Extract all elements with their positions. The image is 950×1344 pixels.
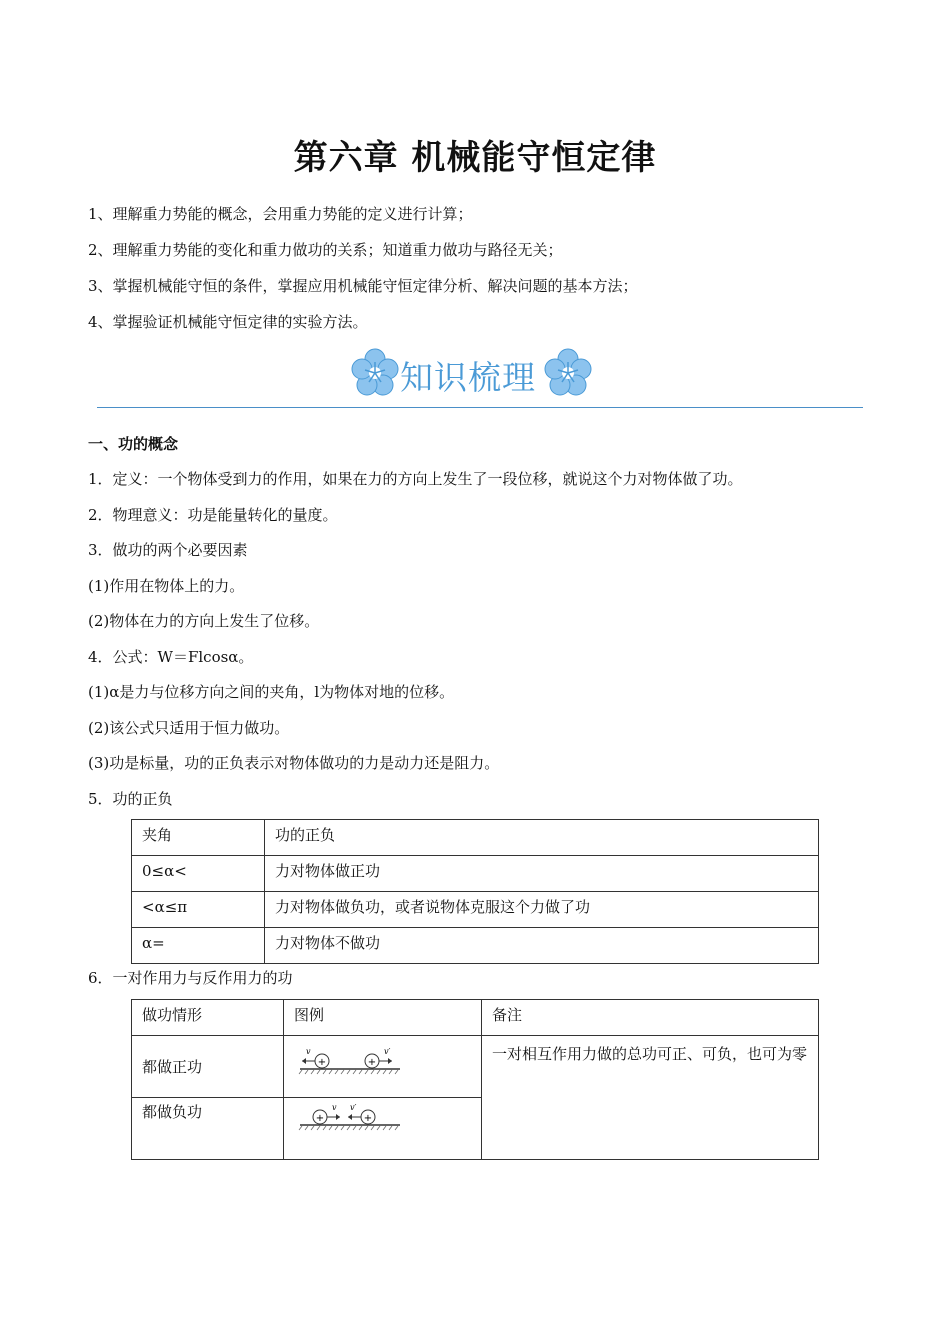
body-line: 1．定义：一个物体受到力的作用，如果在力的方向上发生了一段位移，就说这个力对物体做了功。 [88,470,743,488]
flower-icon [543,348,593,398]
body-line: 6．一对作用力与反作用力的功 [88,969,293,987]
table-cell: 0≤α< [132,856,265,892]
body-line: (3)功是标量，功的正负表示对物体做功的力是动力还是阻力。 [88,754,500,772]
figure-cell [284,1036,482,1098]
table-header: 备注 [482,1000,819,1036]
section-heading: 一、功的概念 [88,435,179,453]
table-row [132,1000,819,1036]
svg-text:+: + [363,1113,373,1124]
objective-3: 3、掌握机械能守恒的条件，掌握应用机械能守恒定律分析、解决问题的基本方法； [88,277,638,295]
svg-text:+: + [315,1113,325,1124]
body-line: 5．功的正负 [88,790,173,808]
divider [97,407,863,408]
body-line: 4．公式：W＝Flcosα。 [88,648,254,666]
svg-text:+: + [317,1057,327,1068]
body-line: 2．物理意义：功是能量转化的量度。 [88,506,338,524]
flower-icon [350,348,400,398]
table-cell: <α≤π [132,892,265,928]
table-row [132,892,819,928]
action-reaction-table [131,999,819,1160]
table-cell: α= [132,928,265,964]
table-cell: 力对物体不做功 [265,928,819,964]
velocity-label: v′ [350,1103,357,1112]
objective-4: 4、掌握验证机械能守恒定律的实验方法。 [88,313,368,331]
objective-1: 1、理解重力势能的概念，会用重力势能的定义进行计算； [88,205,473,223]
table-row [132,856,819,892]
note-cell: 一对相互作用力做的总功可正、可负，也可为零 [482,1036,819,1160]
table-header: 图例 [284,1000,482,1036]
table-cell: 力对物体做负功，或者说物体克服这个力做了功 [265,892,819,928]
objective-2: 2、理解重力势能的变化和重力做功的关系；知道重力做功与路径无关； [88,241,563,259]
both-positive-diagram [292,1042,412,1082]
table-header: 夹角 [132,820,265,856]
table-cell: 力对物体做正功 [265,856,819,892]
table-row [132,1036,819,1098]
both-negative-diagram [292,1098,412,1138]
body-line: (2)物体在力的方向上发生了位移。 [88,612,320,630]
velocity-label: v [332,1103,337,1112]
work-sign-table [131,819,819,964]
body-line: (2)该公式只适用于恒力做功。 [88,719,290,737]
svg-text:+: + [367,1057,377,1068]
table-row [132,928,819,964]
table-row [132,820,819,856]
table-header: 做功情形 [132,1000,284,1036]
figure-cell [284,1098,482,1160]
table-cell: 都做正功 [132,1036,284,1098]
table-cell: 都做负功 [132,1098,284,1160]
velocity-label: v [306,1047,311,1056]
banner-title: 知识梳理 [400,358,536,397]
body-line: (1)α是力与位移方向之间的夹角，l为物体对地的位移。 [88,683,455,701]
page-title: 第六章 机械能守恒定律 [293,138,657,178]
body-line: (1)作用在物体上的力。 [88,577,245,595]
body-line: 3．做功的两个必要因素 [88,541,248,559]
table-header: 功的正负 [265,820,819,856]
section-banner [350,346,595,402]
velocity-label: v′ [384,1047,391,1056]
